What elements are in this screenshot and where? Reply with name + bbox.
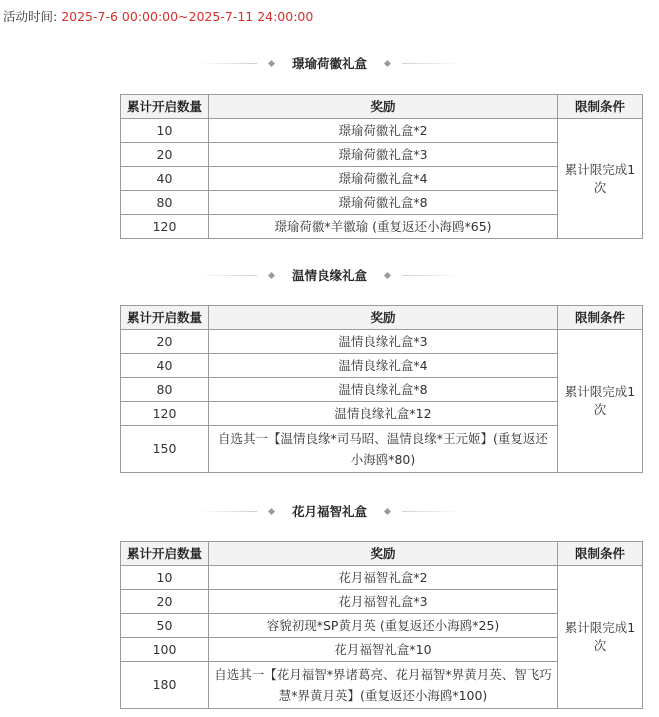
activity-time-label: 活动时间: (3, 9, 58, 24)
row-reward: 璟瑜荷徽礼盒*3 (209, 143, 558, 167)
limit-condition: 累计限完成1次 (558, 330, 643, 473)
table-header-row (121, 306, 643, 330)
section-title-3 (0, 503, 659, 519)
header-count: 累计开启数量 (121, 95, 209, 119)
row-count: 40 (121, 167, 209, 191)
header-reward: 奖励 (209, 542, 558, 566)
header-limit: 限制条件 (558, 95, 643, 119)
row-count: 40 (121, 354, 209, 378)
row-reward: 温情良缘礼盒*8 (209, 378, 558, 402)
row-count: 20 (121, 143, 209, 167)
activity-time (3, 9, 313, 25)
row-reward: 花月福智礼盒*3 (209, 590, 558, 614)
header-count: 累计开启数量 (121, 306, 209, 330)
row-count: 150 (121, 426, 209, 473)
activity-time-value: 2025-7-6 00:00:00~2025-7-11 24:00:00 (61, 9, 314, 24)
header-reward: 奖励 (209, 306, 558, 330)
limit-condition: 累计限完成1次 (558, 566, 643, 709)
row-reward: 温情良缘礼盒*3 (209, 330, 558, 354)
reward-table-1 (120, 94, 643, 239)
row-count: 180 (121, 662, 209, 709)
row-count: 20 (121, 590, 209, 614)
row-count: 20 (121, 330, 209, 354)
section-title-2 (0, 267, 659, 283)
reward-table-3 (120, 541, 643, 709)
row-reward: 容貌初现*SP黄月英 (重复返还小海鸥*25) (209, 614, 558, 638)
diamond-icon (268, 507, 275, 514)
divider-right (402, 511, 460, 512)
row-count: 100 (121, 638, 209, 662)
divider-left (199, 275, 257, 276)
row-reward: 璟瑜荷徽*羊徽瑜 (重复返还小海鸥*65) (209, 215, 558, 239)
row-count: 10 (121, 566, 209, 590)
divider-left (199, 63, 257, 64)
row-reward: 温情良缘礼盒*12 (209, 402, 558, 426)
table-row (121, 119, 643, 143)
row-reward: 温情良缘礼盒*4 (209, 354, 558, 378)
header-limit: 限制条件 (558, 542, 643, 566)
divider-right (402, 63, 460, 64)
row-reward: 璟瑜荷徽礼盒*2 (209, 119, 558, 143)
row-count: 10 (121, 119, 209, 143)
limit-condition: 累计限完成1次 (558, 119, 643, 239)
diamond-icon (268, 59, 275, 66)
row-count: 50 (121, 614, 209, 638)
table-row (121, 330, 643, 354)
row-count: 80 (121, 191, 209, 215)
row-reward: 自选其一【花月福智*界诸葛亮、花月福智*界黄月英、智飞巧慧*界黄月英】(重复返还小海鸥*100) (209, 662, 558, 709)
table-header-row (121, 95, 643, 119)
diamond-icon (384, 271, 391, 278)
row-count: 80 (121, 378, 209, 402)
section-title-text: 花月福智礼盒 (291, 504, 367, 519)
section-title-text: 温情良缘礼盒 (291, 268, 367, 283)
diamond-icon (384, 59, 391, 66)
diamond-icon (384, 507, 391, 514)
table-header-row (121, 542, 643, 566)
section-title-text: 璟瑜荷徽礼盒 (291, 56, 367, 71)
row-count: 120 (121, 402, 209, 426)
divider-left (199, 511, 257, 512)
header-reward: 奖励 (209, 95, 558, 119)
reward-table-2 (120, 305, 643, 473)
divider-right (402, 275, 460, 276)
row-reward: 花月福智礼盒*2 (209, 566, 558, 590)
header-limit: 限制条件 (558, 306, 643, 330)
row-count: 120 (121, 215, 209, 239)
row-reward: 花月福智礼盒*10 (209, 638, 558, 662)
row-reward: 自选其一【温情良缘*司马昭、温情良缘*王元姬】(重复返还小海鸥*80) (209, 426, 558, 473)
row-reward: 璟瑜荷徽礼盒*8 (209, 191, 558, 215)
header-count: 累计开启数量 (121, 542, 209, 566)
section-title-1 (0, 55, 659, 71)
diamond-icon (268, 271, 275, 278)
row-reward: 璟瑜荷徽礼盒*4 (209, 167, 558, 191)
table-row (121, 566, 643, 590)
